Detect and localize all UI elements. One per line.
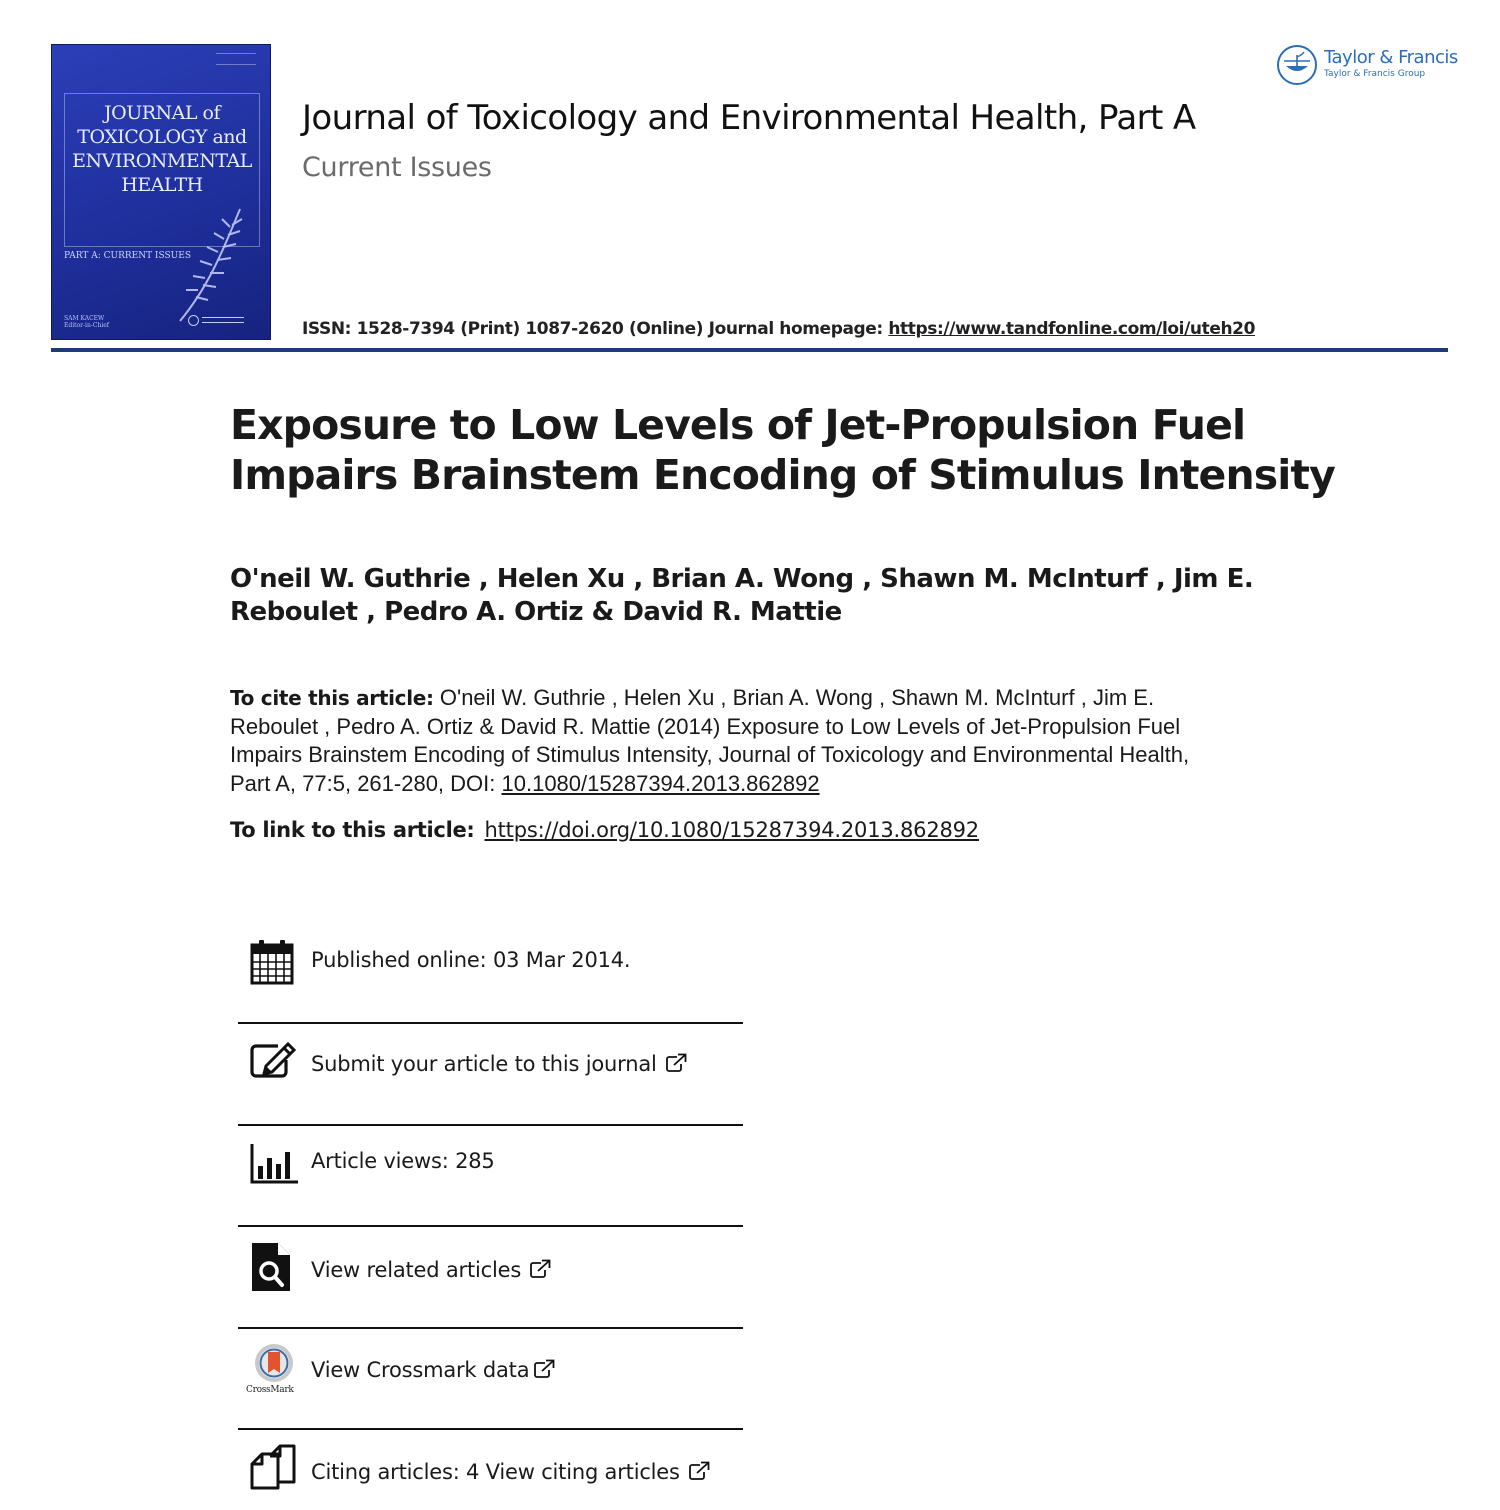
crossmark-caption: CrossMark	[246, 1385, 294, 1395]
document-search-icon	[248, 1241, 300, 1293]
external-link-icon	[688, 1461, 710, 1481]
bar-chart-icon	[248, 1140, 300, 1192]
calendar-icon	[248, 938, 300, 990]
publisher-logo[interactable]	[1276, 44, 1456, 88]
issn-text: ISSN: 1528-7394 (Print) 1087-2620 (Online) Journal homepage:	[302, 319, 889, 339]
laurel-icon	[170, 205, 250, 325]
crossmark-text: View Crossmark data	[311, 1358, 530, 1382]
authors-line: O'neil W. Guthrie , Helen Xu , Brian A. Wong , Shawn M. McInturf , Jim E.	[230, 564, 1254, 594]
taylor-francis-icon	[1276, 44, 1318, 86]
cover-part-label: PART A: CURRENT ISSUES	[64, 251, 191, 261]
citation-line	[230, 770, 1290, 799]
doi-link[interactable]: 10.1080/15287394.2013.862892	[501, 770, 820, 796]
journal-subtitle: Current Issues	[302, 152, 492, 183]
cover-publisher-logo	[188, 315, 244, 325]
submit-article-text: Submit your article to this journal	[311, 1052, 657, 1076]
crossmark-badge	[246, 1343, 306, 1403]
article-link-label: To link to this article:	[230, 818, 475, 842]
citation-line: Impairs Brainstem Encoding of Stimulus Intensity, Journal of Toxicology and Environmental Health,	[230, 742, 1190, 767]
authors-line: Reboulet , Pedro A. Ortiz & David R. Mattie	[230, 597, 842, 627]
citation-label: To cite this article:	[230, 686, 434, 710]
related-articles-row[interactable]	[238, 1227, 743, 1307]
crossmark-row[interactable]	[238, 1329, 743, 1409]
published-online-row	[238, 920, 743, 1000]
journal-cover-image	[51, 44, 271, 340]
header-divider	[51, 348, 1448, 352]
article-title-line: Exposure to Low Levels of Jet-Propulsion Fuel	[230, 401, 1246, 449]
cover-editor: SAM KACEW Editor-in-Chief	[64, 315, 110, 329]
journal-title: Journal of Toxicology and Environmental Health, Part A	[302, 98, 1196, 138]
crossmark-icon	[252, 1343, 296, 1387]
cover-barcode-text	[216, 53, 256, 65]
external-link-icon	[533, 1359, 555, 1379]
article-views-label: Article views: 285	[311, 1149, 495, 1173]
edit-icon	[248, 1038, 300, 1090]
related-articles-label[interactable]	[311, 1258, 551, 1282]
article-title	[230, 400, 1335, 500]
citation-text: Part A, 77:5, 261-280, DOI:	[230, 770, 502, 796]
citing-articles-row[interactable]	[238, 1430, 743, 1510]
article-title-line: Impairs Brainstem Encoding of Stimulus Intensity	[230, 451, 1335, 499]
article-authors	[230, 563, 1290, 629]
citing-articles-icon	[248, 1444, 300, 1496]
submit-article-row[interactable]	[238, 1024, 743, 1104]
article-views-row	[238, 1126, 743, 1206]
journal-homepage-link[interactable]: https://www.tandfonline.com/loi/uteh20	[888, 319, 1256, 339]
issn-line	[302, 319, 1255, 339]
cover-title: JOURNAL of TOXICOLOGY and ENVIRONMENTAL HEALTH	[72, 102, 252, 196]
publisher-group: Taylor & Francis Group	[1324, 69, 1426, 79]
external-link-icon	[529, 1259, 551, 1279]
publisher-name: Taylor & Francis	[1324, 47, 1458, 68]
published-online-label: Published online: 03 Mar 2014.	[311, 948, 631, 972]
citation-line: Reboulet , Pedro A. Ortiz & David R. Mattie (2014) Exposure to Low Levels of Jet-Propulsion Fuel	[230, 713, 1181, 739]
citing-articles-label[interactable]	[311, 1460, 710, 1484]
crossmark-label[interactable]	[311, 1358, 555, 1382]
citation-line	[230, 684, 1290, 713]
citation-block	[230, 684, 1290, 798]
citation-text: O'neil W. Guthrie , Helen Xu , Brian A. Wong , Shawn M. McInturf , Jim E.	[433, 685, 1155, 710]
related-articles-text: View related articles	[311, 1258, 522, 1282]
submit-article-label[interactable]	[311, 1052, 687, 1076]
citing-articles-text: Citing articles: 4 View citing articles	[311, 1460, 680, 1484]
article-link-line	[230, 818, 979, 842]
external-link-icon	[665, 1053, 687, 1073]
article-doi-url-link[interactable]: https://doi.org/10.1080/15287394.2013.862892	[484, 818, 979, 842]
